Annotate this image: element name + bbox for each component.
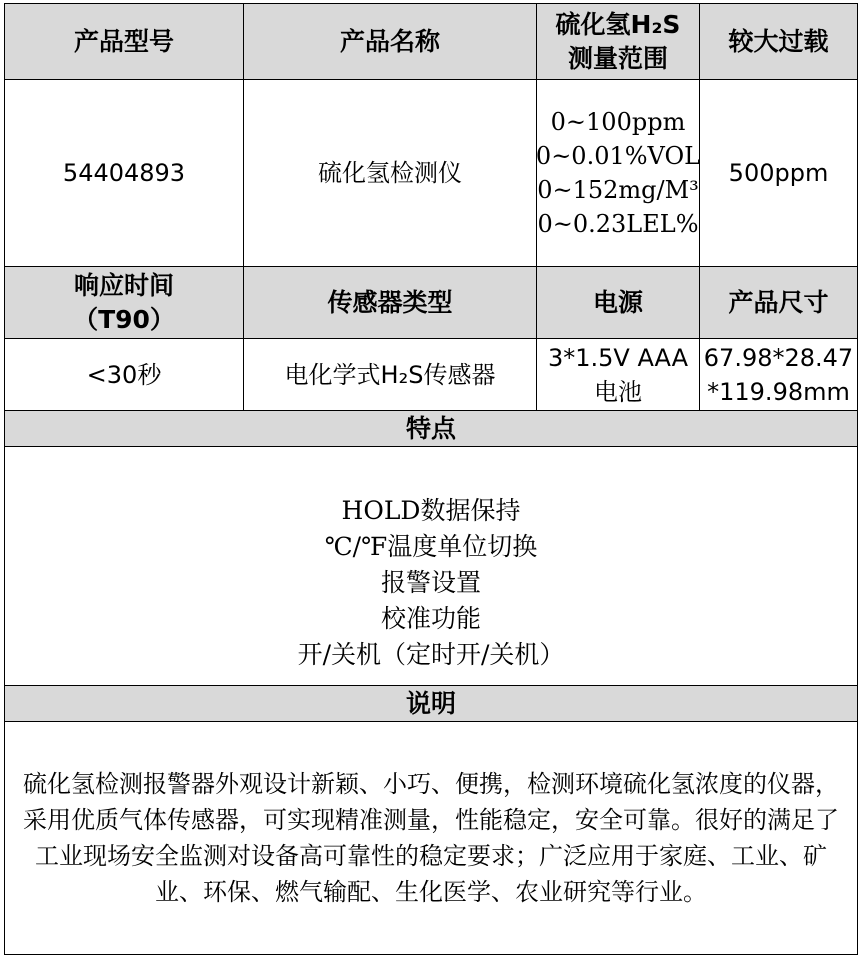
header-range — [537, 4, 700, 80]
header-range-line1: 硫化氢H₂S — [555, 9, 681, 39]
power-line1: 3*1.5V AAA — [547, 343, 689, 372]
range-ppm: 0~100ppm — [550, 108, 686, 136]
header-response-time — [5, 267, 244, 339]
range-value — [537, 80, 700, 267]
header-product-name: 产品名称 — [244, 4, 537, 80]
header-sensor-type: 传感器类型 — [244, 267, 537, 339]
range-lel: 0~0.23LEL% — [537, 210, 699, 238]
features-title: 特点 — [5, 411, 858, 447]
size-value — [700, 339, 858, 411]
product-spec-table — [4, 3, 858, 955]
features-header-row — [5, 411, 858, 447]
header-row-2 — [5, 267, 858, 339]
feature-item: ℃/℉温度单位切换 — [324, 532, 538, 561]
header-model: 产品型号 — [5, 4, 244, 80]
response-time-value: <30秒 — [5, 339, 244, 411]
value-row-1 — [5, 80, 858, 267]
description-header-row — [5, 686, 858, 722]
description-row — [5, 722, 858, 955]
header-response-line2: （T90） — [73, 304, 175, 334]
power-value — [537, 339, 700, 411]
size-line1: 67.98*28.47 — [703, 343, 854, 372]
header-size: 产品尺寸 — [700, 267, 858, 339]
feature-item: 开/关机（定时开/关机） — [297, 640, 565, 669]
value-row-2 — [5, 339, 858, 411]
size-line2: *119.98mm — [707, 377, 850, 406]
sensor-type-value: 电化学式H₂S传感器 — [244, 339, 537, 411]
overload-value: 500ppm — [700, 80, 858, 267]
description-text: 硫化氢检测报警器外观设计新颖、小巧、便携，检测环境硫化氢浓度的仪器，采用优质气体传感器，可实现精准测量，性能稳定，安全可靠。很好的满足了工业现场安全监测对设备高可靠性的稳定要求；广泛应用于家庭、工业、矿业、环保、燃气输配、生化医学、农业研究等行业。 — [5, 722, 858, 955]
range-mgm3: 0~152mg/M³ — [537, 176, 699, 204]
feature-item: 校准功能 — [380, 604, 481, 633]
model-value: 54404893 — [5, 80, 244, 267]
header-overload: 较大过载 — [700, 4, 858, 80]
features-row — [5, 447, 858, 686]
features-list — [5, 447, 858, 686]
power-line2: 电池 — [594, 377, 642, 406]
header-response-line1: 响应时间 — [73, 270, 174, 300]
product-name-value: 硫化氢检测仪 — [244, 80, 537, 267]
header-power: 电源 — [537, 267, 700, 339]
range-vol: 0~0.01%VOL — [535, 142, 701, 170]
header-range-line2: 测量范围 — [567, 43, 668, 73]
header-row-1 — [5, 4, 858, 80]
description-title: 说明 — [5, 686, 858, 722]
feature-item: 报警设置 — [380, 568, 481, 597]
feature-item: HOLD数据保持 — [341, 496, 521, 525]
